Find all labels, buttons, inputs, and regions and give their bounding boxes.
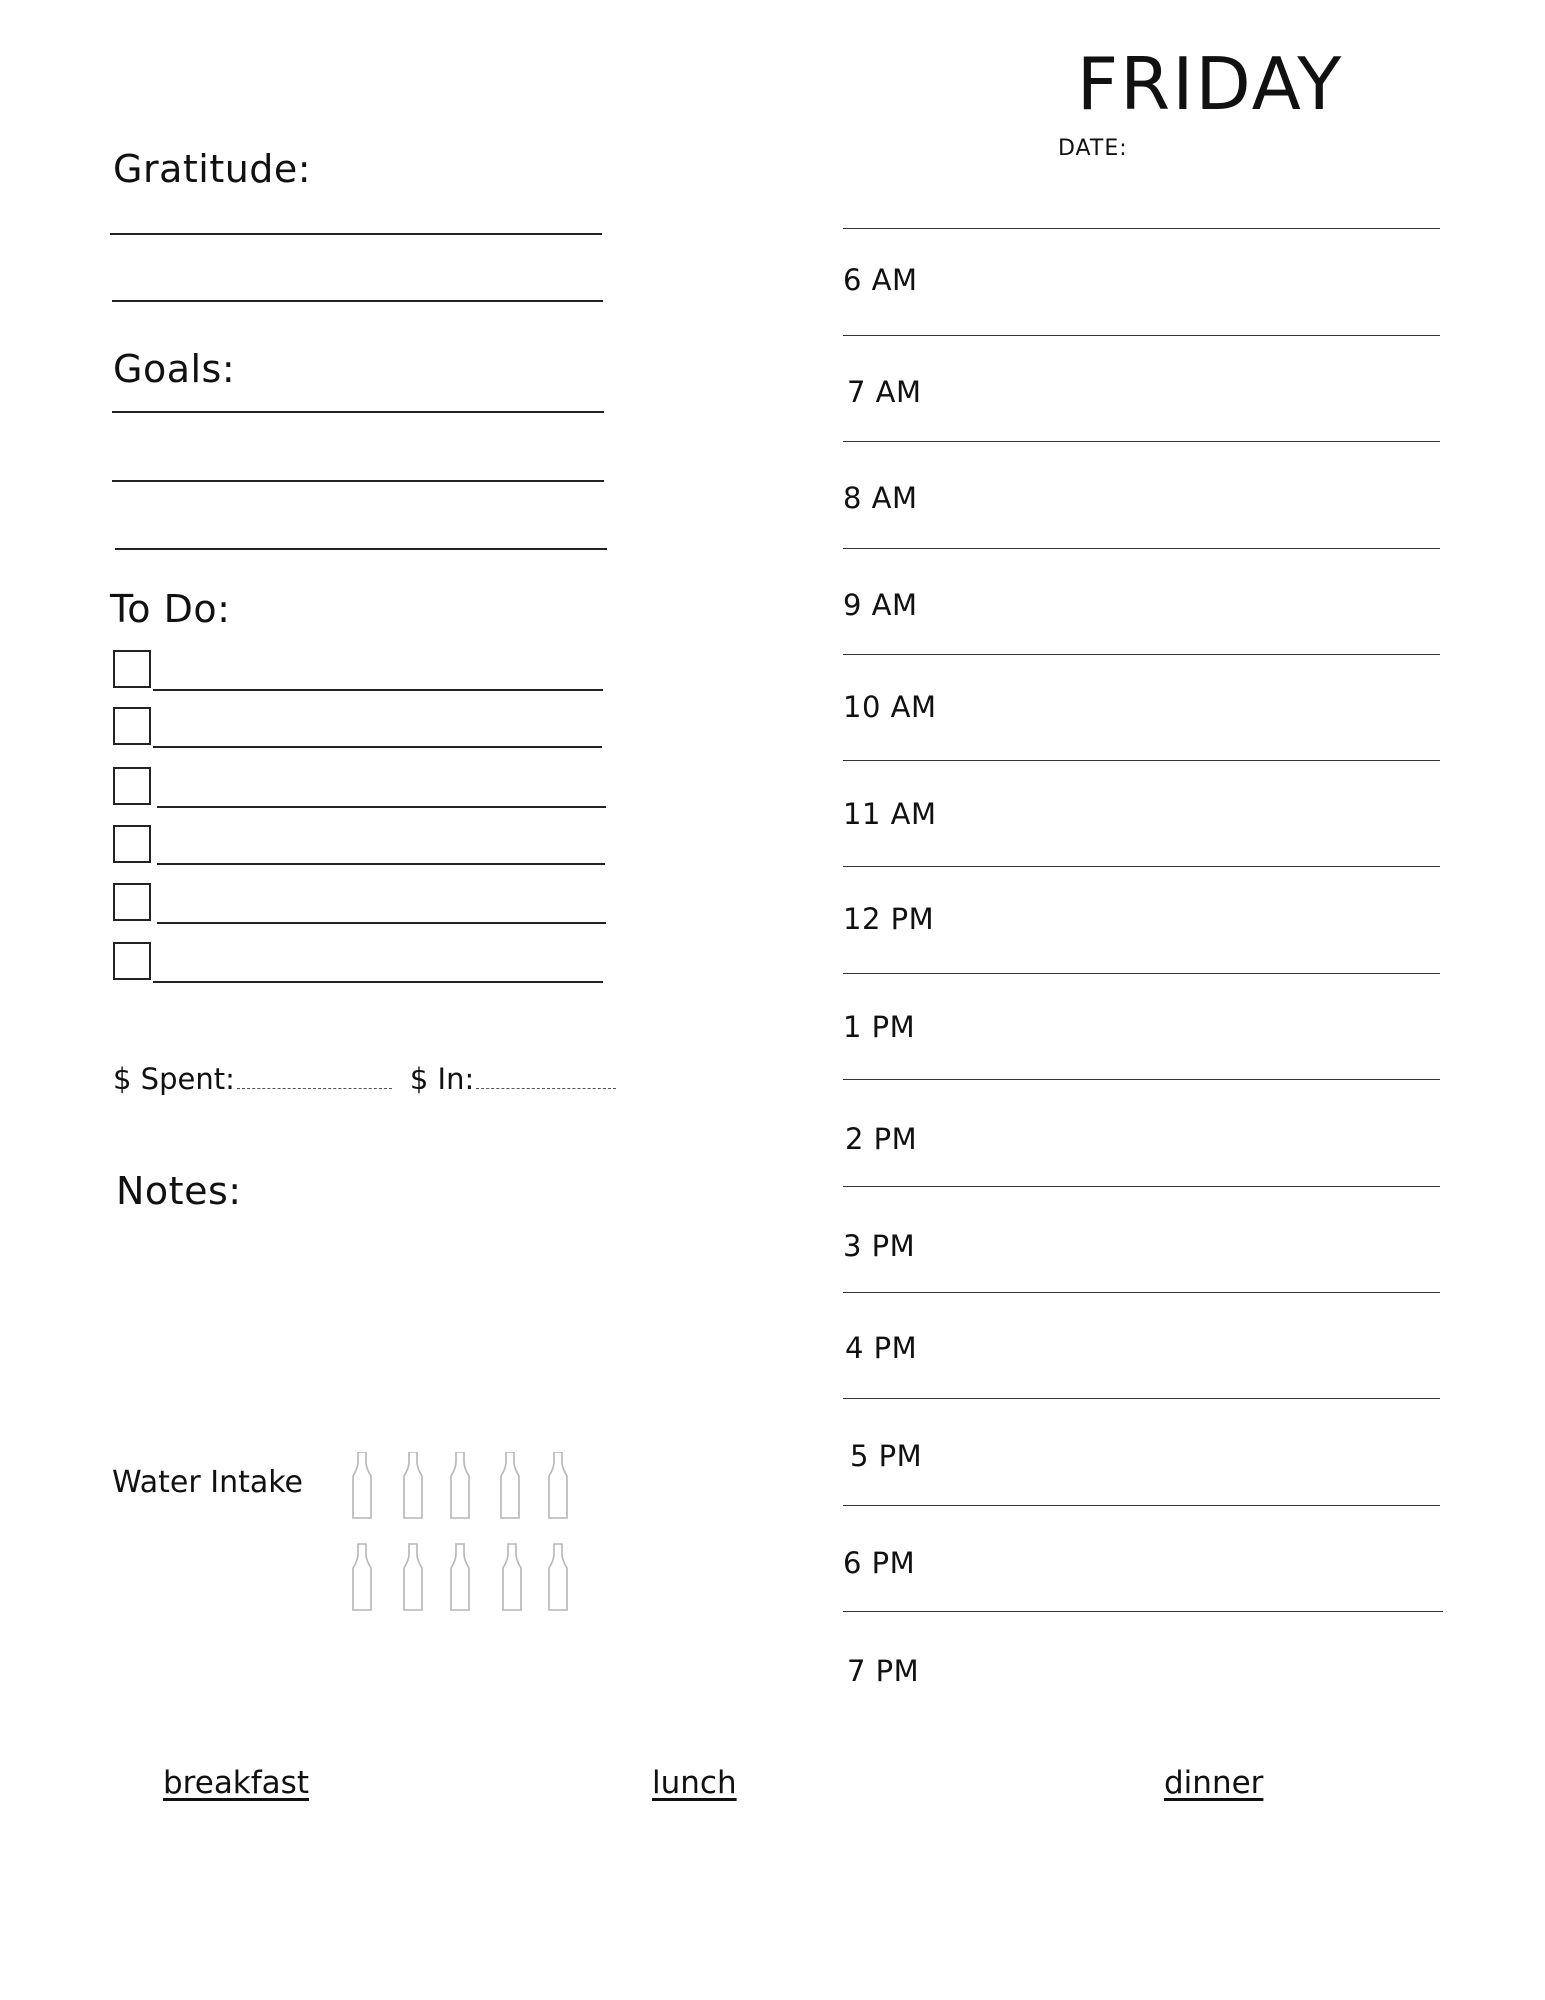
hour-slot[interactable]: 11 AM xyxy=(843,797,937,831)
todo-line[interactable] xyxy=(157,806,606,808)
todo-checkbox[interactable] xyxy=(113,825,151,863)
hour-slot[interactable]: 2 PM xyxy=(845,1122,918,1156)
hour-slot[interactable]: 7 AM xyxy=(847,375,922,409)
schedule-rule xyxy=(843,866,1440,867)
hour-slot[interactable]: 8 AM xyxy=(843,481,918,515)
water-bottle-icon[interactable] xyxy=(404,1452,422,1518)
spent-label: $ Spent: xyxy=(113,1062,235,1096)
notes-heading: Notes: xyxy=(116,1169,242,1213)
todo-line[interactable] xyxy=(153,981,603,983)
schedule-rule xyxy=(843,1186,1440,1187)
water-bottle-icon[interactable] xyxy=(549,1452,567,1518)
schedule-rule xyxy=(843,1398,1440,1399)
gratitude-line-1[interactable] xyxy=(110,233,602,235)
water-intake-label: Water Intake xyxy=(112,1465,303,1500)
schedule-rule xyxy=(843,228,1440,229)
goals-line-3[interactable] xyxy=(115,548,607,550)
dinner-label[interactable]: dinner xyxy=(1164,1765,1264,1801)
hour-slot[interactable]: 4 PM xyxy=(845,1331,918,1365)
todo-line[interactable] xyxy=(157,863,605,865)
in-label: $ In: xyxy=(409,1062,475,1096)
hour-slot[interactable]: 5 PM xyxy=(850,1439,923,1473)
schedule-rule xyxy=(843,1292,1440,1293)
hour-slot[interactable]: 6 PM xyxy=(843,1546,916,1580)
in-field[interactable] xyxy=(476,1088,616,1089)
hour-slot[interactable]: 6 AM xyxy=(843,263,918,297)
water-bottle-icon[interactable] xyxy=(503,1544,521,1610)
todo-line[interactable] xyxy=(153,689,603,691)
todo-heading: To Do: xyxy=(110,587,231,631)
schedule-rule xyxy=(843,973,1440,974)
schedule-rule xyxy=(843,1505,1440,1506)
todo-checkbox[interactable] xyxy=(113,883,151,921)
lunch-label[interactable]: lunch xyxy=(652,1765,737,1801)
spent-field[interactable] xyxy=(237,1088,392,1089)
water-bottle-icon[interactable] xyxy=(404,1544,422,1610)
water-bottle-icon[interactable] xyxy=(451,1452,469,1518)
water-bottles xyxy=(348,1452,576,1620)
water-bottle-icon[interactable] xyxy=(353,1452,371,1518)
goals-heading: Goals: xyxy=(113,347,236,391)
schedule-rule xyxy=(843,654,1440,655)
breakfast-label[interactable]: breakfast xyxy=(163,1765,309,1801)
todo-line[interactable] xyxy=(157,922,606,924)
gratitude-line-2[interactable] xyxy=(112,300,603,302)
schedule-rule xyxy=(843,1079,1440,1080)
gratitude-heading: Gratitude: xyxy=(113,147,312,191)
goals-line-1[interactable] xyxy=(112,411,604,413)
todo-checkbox[interactable] xyxy=(113,650,151,688)
schedule-rule xyxy=(843,760,1440,761)
money-row xyxy=(113,1062,616,1096)
hour-slot[interactable]: 7 PM xyxy=(847,1654,920,1688)
todo-checkbox[interactable] xyxy=(113,942,151,980)
water-bottle-icon[interactable] xyxy=(549,1544,567,1610)
water-bottle-icon[interactable] xyxy=(451,1544,469,1610)
water-bottle-icon[interactable] xyxy=(501,1452,519,1518)
hour-slot[interactable]: 12 PM xyxy=(843,902,935,936)
hour-slot[interactable]: 9 AM xyxy=(843,588,918,622)
todo-checkbox[interactable] xyxy=(113,767,151,805)
schedule-rule xyxy=(843,335,1440,336)
hour-slot[interactable]: 10 AM xyxy=(843,690,937,724)
hour-slot[interactable]: 1 PM xyxy=(843,1010,916,1044)
schedule-rule xyxy=(843,1611,1443,1612)
goals-line-2[interactable] xyxy=(112,480,604,482)
page-title: FRIDAY xyxy=(1076,42,1344,126)
notes-area[interactable] xyxy=(112,1220,602,1420)
hour-slot[interactable]: 3 PM xyxy=(843,1229,916,1263)
date-label: DATE: xyxy=(1058,136,1128,161)
schedule-rule xyxy=(843,548,1440,549)
water-bottle-icon[interactable] xyxy=(353,1544,371,1610)
todo-checkbox[interactable] xyxy=(113,707,151,745)
todo-line[interactable] xyxy=(153,746,602,748)
schedule-rule xyxy=(843,441,1440,442)
